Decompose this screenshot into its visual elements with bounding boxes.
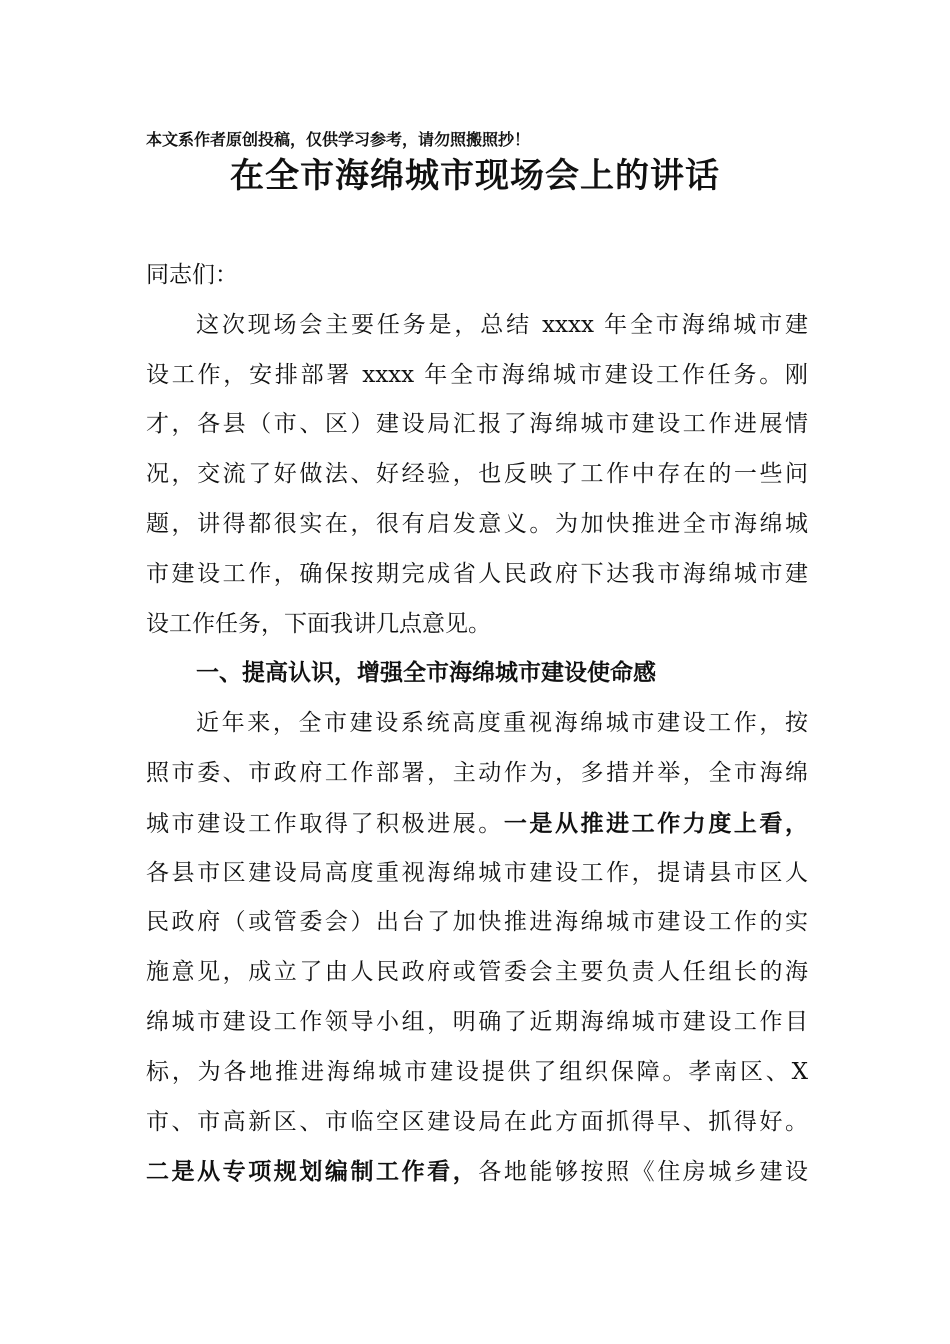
emphasis-text: 一是从推进工作力度上看， <box>503 809 808 837</box>
paragraph-line: 照市委、市政府工作部署，主动作为，多措并举，全市海绵 <box>146 759 808 786</box>
paragraph-line: 各县市区建设局高度重视海绵城市建设工作，提请县市区人 <box>146 859 808 886</box>
document-title: 在全市海绵城市现场会上的讲话 <box>230 156 720 196</box>
paragraph-line: 设工作任务，下面我讲几点意见。 <box>146 610 491 637</box>
paragraph-line: 近年来，全市建设系统高度重视海绵城市建设工作，按 <box>196 710 808 737</box>
paragraph-line: 这次现场会主要任务是，总结 xxxx 年全市海绵城市建 <box>196 311 808 338</box>
paragraph-line: 市、市高新区、市临空区建设局在此方面抓得早、抓得好。 <box>146 1108 808 1135</box>
paragraph-line: 施意见，成立了由人民政府或管委会主要负责人任组长的海 <box>146 959 808 986</box>
paragraph-text: 城市建设工作取得了积极进展。 <box>146 810 504 837</box>
paragraph-line-mixed <box>146 1147 808 1197</box>
section-heading: 一、提高认识，增强全市海绵城市建设使命感 <box>196 660 656 687</box>
disclaimer-text: 本文系作者原创投稿，仅供学习参考，请勿照搬照抄！ <box>146 130 531 149</box>
paragraph-line: 标，为各地推进海绵城市建设提供了组织保障。孝南区、X <box>146 1058 808 1085</box>
paragraph-text: 各地能够按照《住房城乡建设 <box>478 1159 808 1186</box>
paragraph-line: 才，各县（市、区）建设局汇报了海绵城市建设工作进展情 <box>146 411 808 438</box>
paragraph-line: 市建设工作，确保按期完成省人民政府下达我市海绵城市建 <box>146 560 808 587</box>
paragraph-line: 况，交流了好做法、好经验，也反映了工作中存在的一些问 <box>146 461 808 488</box>
salutation: 同志们： <box>146 262 238 288</box>
paragraph-line: 设工作，安排部署 xxxx 年全市海绵城市建设工作任务。刚 <box>146 361 808 388</box>
paragraph-line: 民政府（或管委会）出台了加快推进海绵城市建设工作的实 <box>146 909 808 936</box>
document-body <box>146 251 808 1197</box>
emphasis-text: 二是从专项规划编制工作看， <box>146 1158 479 1186</box>
paragraph-line: 题，讲得都很实在，很有启发意义。为加快推进全市海绵城 <box>146 510 808 537</box>
paragraph-line-mixed <box>146 799 808 849</box>
paragraph-line: 绵城市建设工作领导小组，明确了近期海绵城市建设工作目 <box>146 1008 808 1035</box>
